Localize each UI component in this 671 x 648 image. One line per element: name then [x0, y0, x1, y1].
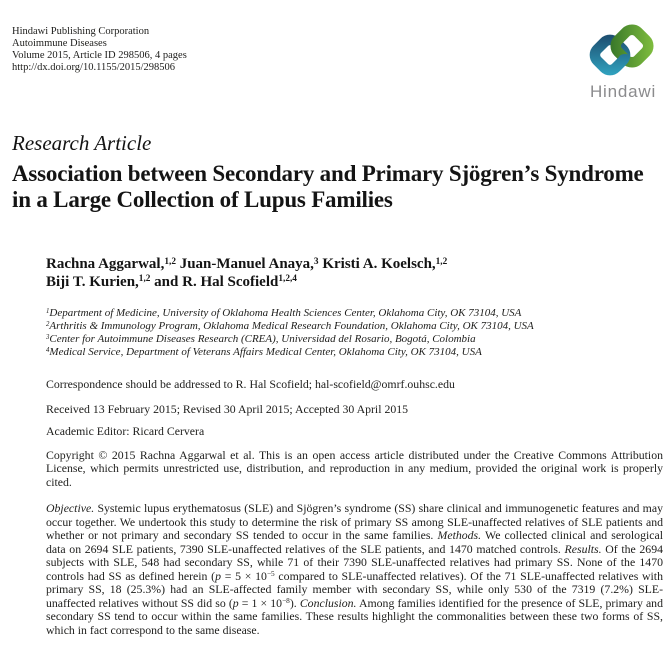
- author-name: and R. Hal Scofield: [154, 273, 279, 290]
- hindawi-logo: [583, 19, 663, 102]
- p-value-exponent: −5: [266, 569, 275, 579]
- publisher-block: [12, 26, 187, 74]
- article-type-label: Research Article: [12, 131, 152, 155]
- author-name: Rachna Aggarwal,: [46, 256, 165, 272]
- abstract-objective-label: Objective.: [46, 501, 95, 515]
- doi-link[interactable]: http://dx.doi.org/10.1155/2015/298506: [12, 62, 176, 73]
- affiliations-block: [46, 307, 534, 359]
- hindawi-wordmark: Hindawi: [589, 82, 657, 101]
- abstract-objective-text: Systemic lupus erythematosus (SLE) and Sjögren’s syndrome (SS) share clinical and immunogenetic features and may occur together. We undertook this study to determine the risk of primary SS among SLE-unaffected relatives of SLE patients and whether or not primary and secondary SS tended to occur in the same families.: [46, 501, 663, 542]
- copyright-paragraph: Copyright © 2015 Rachna Aggarwal et al. This is an open access article distributed under the Creative Commons Attribution License, which permits unrestricted use, distribution, and reproduction in any medium, provided the original work is properly cited.: [46, 448, 663, 489]
- authors-line-2: [46, 274, 447, 292]
- author-name: Biji T. Kurien,: [46, 273, 139, 290]
- affiliation-text: Center for Autoimmune Diseases Research (CREA), Universidad del Rosario, Bogotá, Colombia: [49, 333, 476, 345]
- p-value-symbol: p: [215, 568, 222, 583]
- volume-info: Volume 2015, Article ID 298506, 4 pages: [12, 50, 187, 61]
- affiliation-line: [46, 333, 534, 346]
- abstract-paragraph: [46, 502, 663, 637]
- publisher-name: Hindawi Publishing Corporation: [12, 26, 150, 37]
- correspondence-email-link[interactable]: hal-scofield@omrf.ouhsc.edu: [314, 377, 455, 391]
- author-affiliation-ref: 1,2: [435, 256, 448, 267]
- abstract-results-text: ).: [289, 595, 300, 610]
- affiliation-line: [46, 320, 534, 333]
- affiliation-line: [46, 307, 534, 320]
- author-affiliation-ref: 1,2,4: [278, 274, 297, 285]
- abstract-results-text: compared to SLE-unaffected relatives). Of the 71 SLE-unaffected relatives with primary SS, 18 (25.3%) had an SLE-affected family member with secondary SS, while only 530 of the 7319 (7.2%) SLE-unaffected relatives without SS did so (: [46, 568, 663, 610]
- affiliation-number: 4: [46, 346, 50, 354]
- abstract-conclusion-label: Conclusion.: [299, 595, 357, 610]
- journal-name: Autoimmune Diseases: [12, 38, 107, 49]
- abstract-results-text: Of the 2694 subjects with SLE, 548 had secondary SS, while 71 of their 7390 SLE-unaffected relatives had primary SS. None of the 1470 controls had SS as defined herein (: [46, 541, 663, 583]
- affiliation-text: Arthritis & Immunology Program, Oklahoma Medical Research Foundation, Oklahoma City, OK 73104, USA: [49, 320, 534, 332]
- correspondence-text: Correspondence should be addressed to R. Hal Scofield;: [46, 377, 315, 391]
- academic-editor-line: Academic Editor: Ricard Cervera: [46, 424, 205, 438]
- affiliation-number: 3: [46, 333, 50, 341]
- p-value-exponent: −8: [282, 596, 290, 606]
- p-value-equation: = 5 × 10: [221, 568, 267, 583]
- affiliation-number: 2: [46, 320, 50, 328]
- author-name: Kristi A. Koelsch,: [322, 256, 436, 272]
- p-value-equation: = 1 × 10: [238, 595, 283, 610]
- p-value-symbol: p: [232, 595, 239, 610]
- abstract-methods-text: We collected clinical and serological data on 2694 SLE patients, 7390 SLE-unaffected relatives of the SLE patients, and 1470 matched controls.: [46, 528, 663, 556]
- abstract-results-label: Results.: [564, 541, 602, 556]
- author-affiliation-ref: 1,2: [164, 256, 176, 267]
- authors-line-1: [46, 256, 447, 274]
- author-name: Juan-Manuel Anaya,: [179, 256, 314, 272]
- affiliation-text: Department of Medicine, University of Oklahoma Health Sciences Center, Oklahoma City, OK 73104, USA: [49, 307, 522, 319]
- affiliation-number: 1: [46, 307, 50, 315]
- affiliation-line: [46, 346, 534, 359]
- abstract-conclusion-text: Among families identified for the presence of SLE, primary and secondary SS tend to occur within the same families. These results highlight the commonalities between these two forms of SS, which in fact correspond to the same disease.: [46, 595, 663, 637]
- hindawi-rings-icon: [585, 19, 661, 81]
- received-revised-accepted-line: Received 13 February 2015; Revised 30 April 2015; Accepted 30 April 2015: [46, 402, 409, 416]
- article-title: Association between Secondary and Primary Sjögren’s Syndrome in a Large Collection of Lupus Families: [12, 161, 644, 212]
- author-affiliation-ref: 3: [313, 256, 319, 267]
- correspondence-line: [46, 377, 455, 392]
- authors-block: [46, 256, 447, 291]
- author-affiliation-ref: 1,2: [138, 274, 151, 285]
- abstract-methods-label: Methods.: [437, 528, 482, 542]
- affiliation-text: Medical Service, Department of Veterans Affairs Medical Center, Oklahoma City, OK 73104, USA: [49, 346, 482, 358]
